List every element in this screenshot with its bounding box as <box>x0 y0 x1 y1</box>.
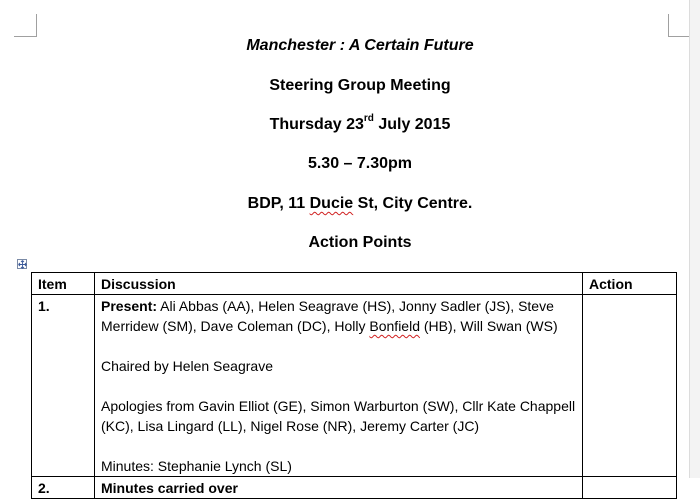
date-ordinal: rd <box>363 112 374 124</box>
spellcheck-word[interactable]: Bonfield <box>369 318 420 334</box>
header-item: Item <box>32 273 95 295</box>
crop-mark <box>36 14 37 37</box>
crop-mark <box>14 36 36 37</box>
table-move-handle-icon[interactable] <box>17 259 27 269</box>
table-row[interactable] <box>32 477 677 499</box>
item-number: 2. <box>32 477 95 499</box>
table-row[interactable] <box>32 295 677 477</box>
chaired-by: Chaired by Helen Seagrave <box>101 358 273 374</box>
attendees: Present: Ali Abbas (AA), Helen Seagrave (HS), Jonny Sadler (JS), Steve Merridew (SM), Dave Coleman (DC), Holly Bonfield (HB), Will Swan (WS) <box>101 298 558 334</box>
minutes-taker: Minutes: Stephanie Lynch (SL) <box>101 458 292 474</box>
action-cell[interactable] <box>583 477 677 499</box>
discussion-cell[interactable] <box>95 295 583 477</box>
header-action: Action <box>583 273 677 295</box>
header-discussion: Discussion <box>95 273 583 295</box>
meeting-name: Steering Group Meeting <box>269 77 451 94</box>
action-points-table[interactable] <box>31 272 677 499</box>
action-cell[interactable] <box>583 295 677 477</box>
document-title: Manchester : A Certain Future <box>246 37 474 54</box>
apologies: Apologies from Gavin Elliot (GE), Simon Warburton (SW), Cllr Kate Chappell (KC), Lisa Lingard (LL), Nigel Rose (NR), Jeremy Carter (JC) <box>101 398 576 434</box>
meeting-venue: BDP, 11 Ducie St, City Centre. <box>247 195 473 212</box>
meeting-time: 5.30 – 7.30pm <box>307 155 413 172</box>
crop-mark <box>668 14 669 37</box>
section-heading: Action Points <box>308 234 412 251</box>
meeting-date: Thursday 23rd July 2015 <box>269 112 451 133</box>
crop-mark <box>668 36 690 37</box>
vertical-scrollbar[interactable] <box>689 0 700 478</box>
spellcheck-word[interactable]: Ducie <box>309 195 354 212</box>
item-number: 1. <box>32 295 95 477</box>
table-header-row <box>32 273 677 295</box>
discussion-cell[interactable]: Minutes carried over <box>95 477 583 499</box>
